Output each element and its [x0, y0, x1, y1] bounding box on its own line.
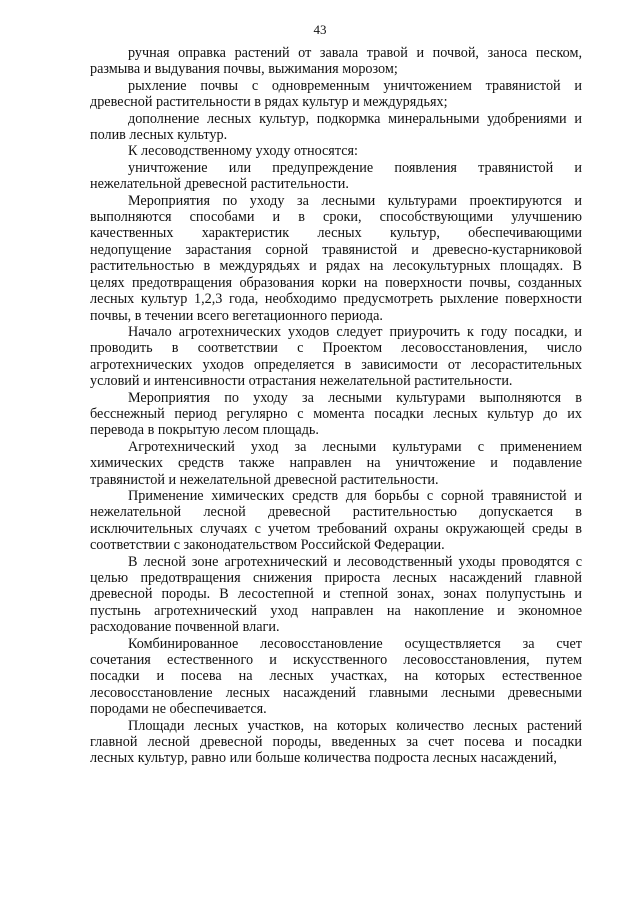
- text-line: Применение химических средств для борьбы с сорной травянистой и: [128, 487, 582, 504]
- text-line: агротехнических уходов определяется в зависимости от лесорастительных: [90, 356, 582, 373]
- text-line: целью предотвращения снижения прироста лесных насаждений главной: [90, 570, 582, 586]
- text-line: условий и интенсивности отрастания нежелательной растительности.: [90, 373, 513, 390]
- paragraph: [90, 439, 582, 488]
- text-line: лесных культур 1,2,3 года, необходимо предусмотреть рыхление поверхности: [90, 291, 582, 308]
- text-line: выполняются способами и в сроки, способствующими улучшению: [90, 209, 582, 226]
- paragraph: [90, 193, 582, 324]
- paragraph: [90, 160, 582, 193]
- text-line: исключительных случаях с учетом требований охраны окружающей среды в: [90, 520, 582, 537]
- text-line: рыхление почвы с одновременным уничтожением травянистой и: [128, 77, 582, 94]
- text-line: качественных характеристик лесных культур, обеспечивающими: [90, 225, 582, 242]
- text-line: лесовосстановление лесных насаждений главными лесными древесными: [90, 684, 582, 701]
- paragraph: [90, 143, 582, 159]
- text-line: полив лесных культур.: [90, 127, 228, 144]
- text-line: нежелательной лесной древесной растительностью допускается в: [90, 504, 582, 521]
- text-line: Мероприятия по уходу за лесными культурами выполняются в: [128, 389, 582, 406]
- text-line: К лесоводственному уходу относятся:: [128, 143, 358, 160]
- text-line: недопущение зарастания сорной травянистой и древесно-кустарниковой: [90, 241, 582, 258]
- text-line: химических средств также направлен на уничтожение и подавление: [90, 455, 582, 472]
- paragraph: [90, 718, 582, 767]
- text-line: пустынь агротехнический уход направлен на накопление и экономное: [90, 602, 582, 619]
- text-line: целях предотвращения образования корки на поверхности почвы, созданных: [90, 274, 582, 291]
- paragraph: [90, 111, 582, 144]
- text-line: сочетания естественного и искусственного лесовосстановления, путем: [90, 652, 582, 669]
- document-body: [90, 45, 582, 767]
- paragraph: [90, 390, 582, 439]
- paragraph: [90, 324, 582, 390]
- paragraph: [90, 78, 582, 111]
- text-line: расходование почвенной влаги.: [90, 619, 280, 636]
- text-line: Комбинированное лесовосстановление осуществляется за счет: [128, 635, 582, 652]
- paragraph: [90, 554, 582, 636]
- text-line: В лесной зоне агротехнический и лесоводственный уходы проводятся с: [128, 553, 582, 570]
- text-line: травянистой и нежелательной древесной растительности.: [90, 471, 439, 488]
- text-line: главной лесной древесной породы, введенных за счет посева и посадки: [90, 734, 582, 751]
- text-line: размыва и выдувания почвы, выжимания морозом;: [90, 61, 398, 78]
- text-line: нежелательной древесной растительности.: [90, 176, 349, 193]
- text-line: дополнение лесных культур, подкормка минеральными удобрениями и: [128, 110, 582, 127]
- text-line: древесной растительности в рядах культур и междурядьях;: [90, 94, 448, 111]
- text-line: посадки и посева на лесных участках, на которых естественное: [90, 668, 582, 685]
- paragraph: [90, 488, 582, 554]
- page-number: 43: [313, 22, 327, 37]
- text-line: породами не обеспечивается.: [90, 701, 267, 718]
- text-line: Агротехнический уход за лесными культурами с применением: [128, 438, 582, 455]
- text-line: Начало агротехнических уходов следует приурочить к году посадки, и: [128, 323, 582, 340]
- text-line: Мероприятия по уходу за лесными культурами проектируются и: [128, 192, 582, 209]
- text-line: перевода в покрытую лесом площадь.: [90, 422, 319, 439]
- text-line: лесных культур, равно или больше количества подроста лесных насаждений,: [90, 750, 557, 767]
- text-line: проводить в соответствии с Проектом лесовосстановления, число: [90, 340, 582, 357]
- text-line: Площади лесных участков, на которых количество лесных растений: [128, 717, 582, 734]
- paragraph: [90, 45, 582, 78]
- text-line: растительностью в междурядьях и рядах на лесокультурных площадях. В: [90, 258, 582, 275]
- text-line: уничтожение или предупреждение появления травянистой и: [128, 159, 582, 176]
- text-line: древесной породы. В лесостепной и степной зонах, зонах полупустынь и: [90, 586, 582, 603]
- paragraph: [90, 636, 582, 718]
- text-line: бесснежный период регулярно с момента посадки лесных культур до их: [90, 405, 582, 422]
- text-line: ручная оправка растений от завала травой и почвой, заноса песком,: [128, 45, 582, 61]
- text-line: соответствии с законодательством Российской Федерации.: [90, 537, 445, 554]
- text-line: почвы, в течении всего вегетационного периода.: [90, 307, 383, 324]
